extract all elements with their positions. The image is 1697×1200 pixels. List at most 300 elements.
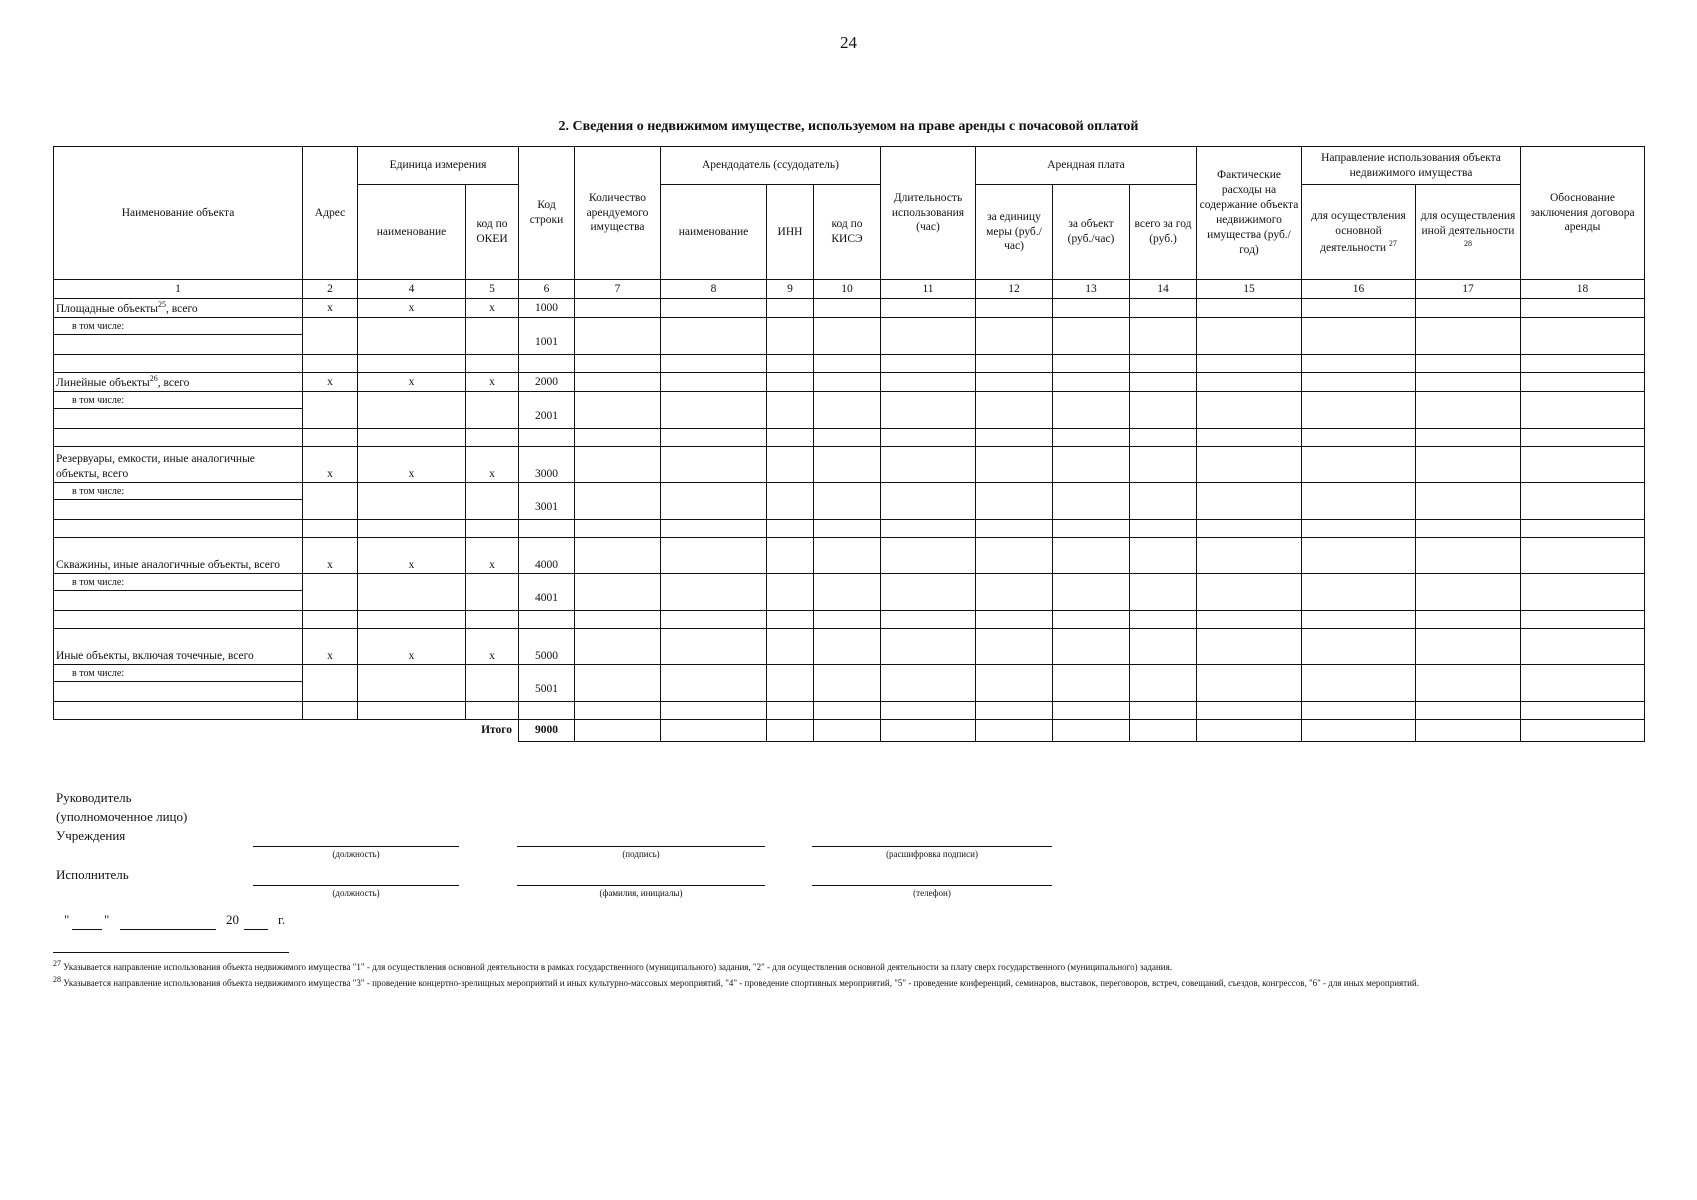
input-cell[interactable] — [54, 682, 303, 702]
input-cell[interactable] — [814, 373, 881, 392]
na-mark: х — [466, 447, 519, 483]
input-cell[interactable] — [1130, 611, 1197, 629]
input-cell[interactable] — [1521, 299, 1645, 318]
input-cell[interactable] — [1053, 483, 1130, 520]
footnote-27 — [53, 958, 1643, 974]
blank-row — [54, 429, 1645, 447]
input-cell[interactable] — [466, 429, 519, 447]
group-name: Скважины, иные аналогичные объекты, всего — [56, 559, 281, 572]
column-number-cell: 16 — [1302, 280, 1416, 299]
input-cell[interactable] — [1130, 355, 1197, 373]
input-cell[interactable] — [767, 538, 814, 574]
input-cell[interactable] — [1130, 520, 1197, 538]
input-cell[interactable] — [661, 392, 767, 429]
input-cell[interactable] — [767, 629, 814, 665]
input-cell[interactable] — [1521, 538, 1645, 574]
input-cell[interactable] — [976, 720, 1053, 742]
input-cell[interactable] — [54, 611, 303, 629]
input-cell[interactable] — [1130, 318, 1197, 355]
date-month-line[interactable] — [120, 929, 216, 930]
group-name-cell — [54, 538, 303, 574]
input-cell[interactable] — [976, 318, 1053, 355]
input-cell[interactable] — [466, 611, 519, 629]
caption-decoding: (расшифровка подписи) — [886, 849, 978, 859]
line-code: 1001 — [519, 318, 575, 355]
column-number-cell: 11 — [881, 280, 976, 299]
input-cell[interactable] — [767, 720, 814, 742]
input-cell[interactable] — [54, 500, 303, 520]
executor-fio-line[interactable] — [517, 885, 765, 886]
input-cell[interactable] — [881, 702, 976, 720]
input-cell[interactable] — [1197, 318, 1302, 355]
input-cell[interactable] — [661, 538, 767, 574]
input-cell[interactable] — [358, 574, 466, 611]
input-cell[interactable] — [1416, 665, 1521, 702]
input-cell[interactable] — [881, 318, 976, 355]
input-cell[interactable] — [661, 355, 767, 373]
input-cell[interactable] — [1302, 299, 1416, 318]
input-cell[interactable] — [1197, 520, 1302, 538]
caption-position-2: (должность) — [332, 888, 380, 898]
input-cell[interactable] — [1302, 355, 1416, 373]
input-cell[interactable] — [976, 392, 1053, 429]
input-cell[interactable] — [1053, 520, 1130, 538]
input-cell[interactable] — [303, 665, 358, 702]
input-cell[interactable] — [661, 447, 767, 483]
input-cell[interactable] — [466, 574, 519, 611]
input-cell[interactable] — [1130, 702, 1197, 720]
input-cell[interactable] — [1302, 318, 1416, 355]
input-cell[interactable] — [1197, 538, 1302, 574]
input-cell[interactable] — [1053, 318, 1130, 355]
input-cell[interactable] — [358, 611, 466, 629]
input-cell[interactable] — [881, 355, 976, 373]
input-cell[interactable] — [1302, 702, 1416, 720]
input-cell[interactable] — [1302, 611, 1416, 629]
input-cell[interactable] — [1130, 429, 1197, 447]
na-mark: х — [303, 447, 358, 483]
input-cell[interactable] — [976, 629, 1053, 665]
input-cell[interactable] — [814, 483, 881, 520]
input-cell[interactable] — [1521, 574, 1645, 611]
input-cell[interactable] — [54, 355, 303, 373]
input-cell[interactable] — [1197, 720, 1302, 742]
page-number: 24 — [840, 33, 857, 52]
input-cell[interactable] — [661, 720, 767, 742]
input-cell[interactable] — [358, 429, 466, 447]
input-cell[interactable] — [575, 574, 661, 611]
input-cell[interactable] — [1197, 355, 1302, 373]
input-cell[interactable] — [575, 538, 661, 574]
input-cell[interactable] — [661, 702, 767, 720]
input-cell[interactable] — [1130, 720, 1197, 742]
input-cell[interactable] — [1521, 702, 1645, 720]
input-cell[interactable] — [1197, 629, 1302, 665]
input-cell[interactable] — [54, 591, 303, 611]
input-cell[interactable] — [814, 318, 881, 355]
input-cell[interactable] — [814, 429, 881, 447]
input-cell[interactable] — [1053, 702, 1130, 720]
head-position-line[interactable] — [253, 846, 459, 847]
input-cell[interactable] — [1197, 392, 1302, 429]
input-cell[interactable] — [1053, 538, 1130, 574]
input-cell[interactable] — [358, 702, 466, 720]
input-cell[interactable] — [661, 299, 767, 318]
input-cell[interactable] — [814, 355, 881, 373]
input-cell[interactable] — [1130, 665, 1197, 702]
blank-row — [54, 520, 1645, 538]
na-mark: х — [466, 538, 519, 574]
input-cell[interactable] — [358, 665, 466, 702]
input-cell[interactable] — [1053, 355, 1130, 373]
input-cell[interactable] — [1521, 520, 1645, 538]
input-cell[interactable] — [881, 720, 976, 742]
input-cell[interactable] — [814, 702, 881, 720]
input-cell[interactable] — [661, 373, 767, 392]
input-cell[interactable] — [881, 373, 976, 392]
input-cell[interactable] — [1521, 355, 1645, 373]
input-cell[interactable] — [814, 611, 881, 629]
input-cell[interactable] — [358, 355, 466, 373]
input-cell[interactable] — [358, 483, 466, 520]
input-cell[interactable] — [303, 520, 358, 538]
input-cell[interactable] — [1416, 520, 1521, 538]
input-cell[interactable] — [881, 392, 976, 429]
input-cell[interactable] — [1416, 629, 1521, 665]
input-cell[interactable] — [976, 355, 1053, 373]
input-cell[interactable] — [575, 520, 661, 538]
group-name: Резервуары, емкости, иные аналогичные объекты, всего — [56, 453, 255, 481]
input-cell[interactable] — [1053, 611, 1130, 629]
input-cell[interactable] — [1521, 629, 1645, 665]
input-cell[interactable] — [1130, 392, 1197, 429]
input-cell[interactable] — [881, 483, 976, 520]
input-cell[interactable] — [466, 483, 519, 520]
input-cell[interactable] — [767, 702, 814, 720]
input-cell[interactable] — [466, 520, 519, 538]
input-cell[interactable] — [303, 611, 358, 629]
input-cell[interactable] — [1521, 373, 1645, 392]
input-cell[interactable] — [661, 629, 767, 665]
head-label-3: Учреждения — [56, 828, 126, 843]
input-cell[interactable] — [1053, 665, 1130, 702]
column-number-cell: 15 — [1197, 280, 1302, 299]
head-decoding-line[interactable] — [812, 846, 1052, 847]
input-cell[interactable] — [303, 574, 358, 611]
input-cell[interactable] — [1053, 574, 1130, 611]
input-cell[interactable] — [466, 702, 519, 720]
input-cell[interactable] — [1416, 447, 1521, 483]
input-cell[interactable] — [519, 702, 575, 720]
input-cell[interactable] — [1053, 299, 1130, 318]
input-cell[interactable] — [661, 665, 767, 702]
input-cell[interactable] — [1053, 447, 1130, 483]
input-cell[interactable] — [575, 429, 661, 447]
header-lessor-name: наименование — [661, 185, 767, 280]
na-mark: х — [303, 373, 358, 392]
input-cell[interactable] — [976, 447, 1053, 483]
input-cell[interactable] — [575, 483, 661, 520]
input-cell[interactable] — [303, 392, 358, 429]
input-cell[interactable] — [814, 392, 881, 429]
input-cell[interactable] — [358, 392, 466, 429]
input-cell[interactable] — [519, 355, 575, 373]
input-cell[interactable] — [1053, 392, 1130, 429]
input-cell[interactable] — [575, 299, 661, 318]
input-cell[interactable] — [767, 611, 814, 629]
input-cell[interactable] — [1521, 483, 1645, 520]
input-cell[interactable] — [303, 355, 358, 373]
input-cell[interactable] — [1521, 611, 1645, 629]
input-cell[interactable] — [1130, 538, 1197, 574]
input-cell[interactable] — [1302, 665, 1416, 702]
input-cell[interactable] — [575, 665, 661, 702]
input-cell[interactable] — [767, 574, 814, 611]
input-cell[interactable] — [575, 392, 661, 429]
header-rent-unit: за единицу меры (руб./час) — [976, 185, 1053, 280]
input-cell[interactable] — [814, 520, 881, 538]
input-cell[interactable] — [661, 520, 767, 538]
input-cell[interactable] — [814, 538, 881, 574]
input-cell[interactable] — [303, 318, 358, 355]
subgroup-label: в том числе: — [54, 318, 303, 335]
date-open-quote: " — [64, 912, 70, 927]
input-cell[interactable] — [1130, 629, 1197, 665]
input-cell[interactable] — [1416, 318, 1521, 355]
input-cell[interactable] — [1053, 373, 1130, 392]
input-cell[interactable] — [814, 299, 881, 318]
input-cell[interactable] — [661, 611, 767, 629]
input-cell[interactable] — [881, 611, 976, 629]
input-cell[interactable] — [881, 429, 976, 447]
subgroup-label: в том числе: — [54, 392, 303, 409]
input-cell[interactable] — [1416, 299, 1521, 318]
input-cell[interactable] — [303, 702, 358, 720]
line-code: 3001 — [519, 483, 575, 520]
input-cell[interactable] — [976, 299, 1053, 318]
column-number-cell: 7 — [575, 280, 661, 299]
input-cell[interactable] — [661, 318, 767, 355]
input-cell[interactable] — [303, 429, 358, 447]
input-cell[interactable] — [1302, 483, 1416, 520]
input-cell[interactable] — [1197, 574, 1302, 611]
input-cell[interactable] — [814, 720, 881, 742]
header-object-name: Наименование объекта — [54, 147, 303, 280]
column-number-cell: 4 — [358, 280, 466, 299]
input-cell[interactable] — [881, 299, 976, 318]
input-cell[interactable] — [1521, 392, 1645, 429]
input-cell[interactable] — [1197, 299, 1302, 318]
input-cell[interactable] — [1416, 611, 1521, 629]
input-cell[interactable] — [575, 629, 661, 665]
group-name-suffix: , всего — [166, 302, 198, 315]
subgroup-row — [54, 665, 1645, 682]
input-cell[interactable] — [519, 611, 575, 629]
input-cell[interactable] — [1416, 538, 1521, 574]
input-cell[interactable] — [814, 629, 881, 665]
subgroup-label: в том числе: — [54, 483, 303, 500]
input-cell[interactable] — [661, 574, 767, 611]
input-cell[interactable] — [976, 665, 1053, 702]
input-cell[interactable] — [575, 355, 661, 373]
input-cell[interactable] — [767, 429, 814, 447]
input-cell[interactable] — [661, 483, 767, 520]
input-cell[interactable] — [1521, 665, 1645, 702]
header-lessor-inn: ИНН — [767, 185, 814, 280]
input-cell[interactable] — [976, 520, 1053, 538]
input-cell[interactable] — [976, 483, 1053, 520]
column-number-cell: 8 — [661, 280, 767, 299]
input-cell[interactable] — [767, 355, 814, 373]
input-cell[interactable] — [767, 392, 814, 429]
input-cell[interactable] — [1416, 574, 1521, 611]
input-cell[interactable] — [466, 392, 519, 429]
input-cell[interactable] — [1302, 373, 1416, 392]
input-cell[interactable] — [1521, 318, 1645, 355]
total-row — [54, 720, 1645, 742]
input-cell[interactable] — [1416, 373, 1521, 392]
input-cell[interactable] — [1197, 702, 1302, 720]
input-cell[interactable] — [519, 520, 575, 538]
input-cell[interactable] — [1416, 720, 1521, 742]
input-cell[interactable] — [1130, 299, 1197, 318]
input-cell[interactable] — [767, 299, 814, 318]
input-cell[interactable] — [1130, 373, 1197, 392]
executor-position-line[interactable] — [253, 885, 459, 886]
input-cell[interactable] — [814, 665, 881, 702]
input-cell[interactable] — [881, 629, 976, 665]
input-cell[interactable] — [881, 538, 976, 574]
input-cell[interactable] — [1521, 429, 1645, 447]
input-cell[interactable] — [976, 373, 1053, 392]
input-cell[interactable] — [575, 373, 661, 392]
footnote-27-num: 27 — [53, 959, 61, 968]
input-cell[interactable] — [358, 520, 466, 538]
line-code: 3000 — [519, 447, 575, 483]
input-cell[interactable] — [54, 520, 303, 538]
column-number-cell: 2 — [303, 280, 358, 299]
input-cell[interactable] — [1130, 574, 1197, 611]
subgroup-row — [54, 318, 1645, 335]
input-cell[interactable] — [1302, 520, 1416, 538]
column-number-cell: 12 — [976, 280, 1053, 299]
input-cell[interactable] — [1416, 429, 1521, 447]
input-cell[interactable] — [661, 429, 767, 447]
input-cell[interactable] — [976, 538, 1053, 574]
footnote-ref-28: 28 — [1464, 238, 1472, 248]
input-cell[interactable] — [1416, 392, 1521, 429]
group-name: Линейные объекты — [56, 376, 150, 389]
input-cell[interactable] — [575, 611, 661, 629]
input-cell[interactable] — [1053, 720, 1130, 742]
header-unit-name: наименование — [358, 185, 466, 280]
input-cell[interactable] — [575, 318, 661, 355]
footnote-divider — [53, 952, 289, 953]
input-cell[interactable] — [767, 520, 814, 538]
input-cell[interactable] — [54, 335, 303, 355]
input-cell[interactable] — [1130, 483, 1197, 520]
input-cell[interactable] — [1302, 429, 1416, 447]
input-cell[interactable] — [976, 611, 1053, 629]
head-label-2: (уполномоченное лицо) — [56, 809, 188, 824]
input-cell[interactable] — [1197, 665, 1302, 702]
input-cell[interactable] — [767, 483, 814, 520]
input-cell[interactable] — [881, 520, 976, 538]
input-cell[interactable] — [767, 373, 814, 392]
group-name: Иные объекты, включая точечные, всего — [56, 650, 254, 663]
group-row — [54, 538, 1645, 574]
input-cell[interactable] — [1416, 702, 1521, 720]
head-signature-line[interactable] — [517, 846, 765, 847]
input-cell[interactable] — [1416, 483, 1521, 520]
input-cell[interactable] — [54, 429, 303, 447]
input-cell[interactable] — [767, 318, 814, 355]
input-cell[interactable] — [466, 318, 519, 355]
date-year-line[interactable] — [244, 929, 268, 930]
input-cell[interactable] — [1053, 629, 1130, 665]
blank-row — [54, 355, 1645, 373]
input-cell[interactable] — [1197, 447, 1302, 483]
input-cell[interactable] — [466, 355, 519, 373]
input-cell[interactable] — [1197, 483, 1302, 520]
input-cell[interactable] — [54, 409, 303, 429]
input-cell[interactable] — [881, 447, 976, 483]
footnote-28-num: 28 — [53, 975, 61, 984]
input-cell[interactable] — [1302, 392, 1416, 429]
input-cell[interactable] — [1130, 447, 1197, 483]
na-mark: х — [358, 538, 466, 574]
header-lessor-group: Арендодатель (ссудодатель) — [661, 147, 881, 185]
input-cell[interactable] — [519, 429, 575, 447]
input-cell[interactable] — [1302, 574, 1416, 611]
input-cell[interactable] — [976, 574, 1053, 611]
header-direction-main-text: для осуществления основной деятельности — [1311, 209, 1406, 254]
input-cell[interactable] — [1197, 611, 1302, 629]
input-cell[interactable] — [575, 720, 661, 742]
input-cell[interactable] — [466, 665, 519, 702]
input-cell[interactable] — [976, 702, 1053, 720]
input-cell[interactable] — [1197, 429, 1302, 447]
na-mark: х — [303, 538, 358, 574]
input-cell[interactable] — [767, 665, 814, 702]
column-number-cell: 10 — [814, 280, 881, 299]
input-cell[interactable] — [54, 702, 303, 720]
input-cell[interactable] — [1302, 447, 1416, 483]
input-cell[interactable] — [976, 429, 1053, 447]
input-cell[interactable] — [575, 447, 661, 483]
input-cell[interactable] — [1053, 429, 1130, 447]
input-cell[interactable] — [1197, 373, 1302, 392]
caption-phone: (телефон) — [913, 888, 951, 898]
date-day-line[interactable] — [72, 929, 102, 930]
input-cell[interactable] — [1302, 538, 1416, 574]
input-cell[interactable] — [881, 665, 976, 702]
input-cell[interactable] — [881, 574, 976, 611]
input-cell[interactable] — [1302, 720, 1416, 742]
line-code: 5001 — [519, 665, 575, 702]
input-cell[interactable] — [1416, 355, 1521, 373]
input-cell[interactable] — [814, 447, 881, 483]
executor-phone-line[interactable] — [812, 885, 1052, 886]
input-cell[interactable] — [303, 483, 358, 520]
input-cell[interactable] — [1521, 720, 1645, 742]
input-cell[interactable] — [575, 702, 661, 720]
input-cell[interactable] — [1302, 629, 1416, 665]
input-cell[interactable] — [1521, 447, 1645, 483]
input-cell[interactable] — [814, 574, 881, 611]
input-cell[interactable] — [358, 318, 466, 355]
input-cell[interactable] — [767, 447, 814, 483]
